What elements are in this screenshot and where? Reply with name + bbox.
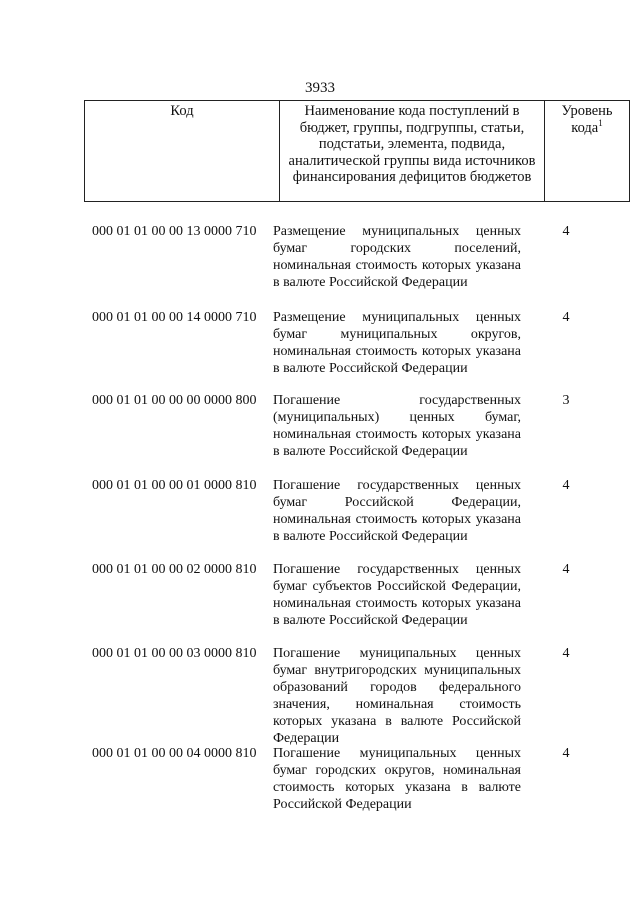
table-row — [0, 309, 640, 392]
row-level: 4 — [562, 646, 570, 661]
table-row — [0, 561, 640, 645]
row-name: Размещение муниципальных ценных бумаг городских поселений, номинальная стоимость которых указана в валюте Российской Федерации — [273, 224, 521, 290]
row-code: 000 01 01 00 00 04 0000 810 — [92, 746, 257, 761]
page-number: 3933 — [305, 80, 335, 96]
row-name: Погашение государственных (муниципальных) ценных бумаг, номинальная стоимость которых указана в валюте Российской Федерации — [273, 393, 521, 459]
row-code: 000 01 01 00 00 03 0000 810 — [92, 646, 257, 661]
row-code: 000 01 01 00 00 01 0000 810 — [92, 478, 257, 493]
row-level: 4 — [562, 224, 570, 239]
header-level-cell — [545, 101, 630, 202]
row-name: Погашение государственных ценных бумаг Российской Федерации, номинальная стоимость которых указана в валюте Российской Федерации — [273, 478, 521, 544]
row-level: 4 — [562, 478, 570, 493]
footnote-marker: 1 — [598, 117, 603, 128]
row-level: 4 — [562, 310, 570, 325]
table-row — [0, 392, 640, 477]
table-header — [84, 100, 630, 202]
row-code: 000 01 01 00 00 02 0000 810 — [92, 562, 257, 577]
header-code: Код — [85, 101, 280, 202]
row-name: Погашение государственных ценных бумаг субъектов Российской Федерации, номинальная стоимость которых указана в валюте Российской Федерации — [273, 562, 521, 628]
row-level: 4 — [562, 746, 570, 761]
row-name: Размещение муниципальных ценных бумаг муниципальных округов, номинальная стоимость которых указана в валюте Российской Федерации — [273, 310, 521, 376]
row-code: 000 01 01 00 00 00 0000 800 — [92, 393, 257, 408]
row-code: 000 01 01 00 00 13 0000 710 — [92, 224, 257, 239]
row-name: Погашение муниципальных ценных бумаг внутригородских муниципальных образований городов федерального значения, номинальная стоимость которых указана в валюте Российской Федерации — [273, 646, 521, 746]
row-name: Погашение муниципальных ценных бумаг городских округов, номинальная стоимость которых указана в валюте Российской Федерации — [273, 746, 521, 812]
table-row — [0, 223, 640, 309]
row-level: 3 — [562, 393, 570, 408]
table-row — [0, 745, 640, 815]
table-row — [0, 645, 640, 745]
table-body — [0, 223, 640, 815]
row-code: 000 01 01 00 00 14 0000 710 — [92, 310, 257, 325]
table-row — [0, 477, 640, 561]
row-level: 4 — [562, 562, 570, 577]
header-level: Уровень кода — [561, 103, 613, 136]
header-name: Наименование кода поступлений в бюджет, группы, подгруппы, статьи, подстатьи, элемента, подвида, аналитической группы вида источников финансирования дефицитов бюджетов — [280, 101, 545, 202]
